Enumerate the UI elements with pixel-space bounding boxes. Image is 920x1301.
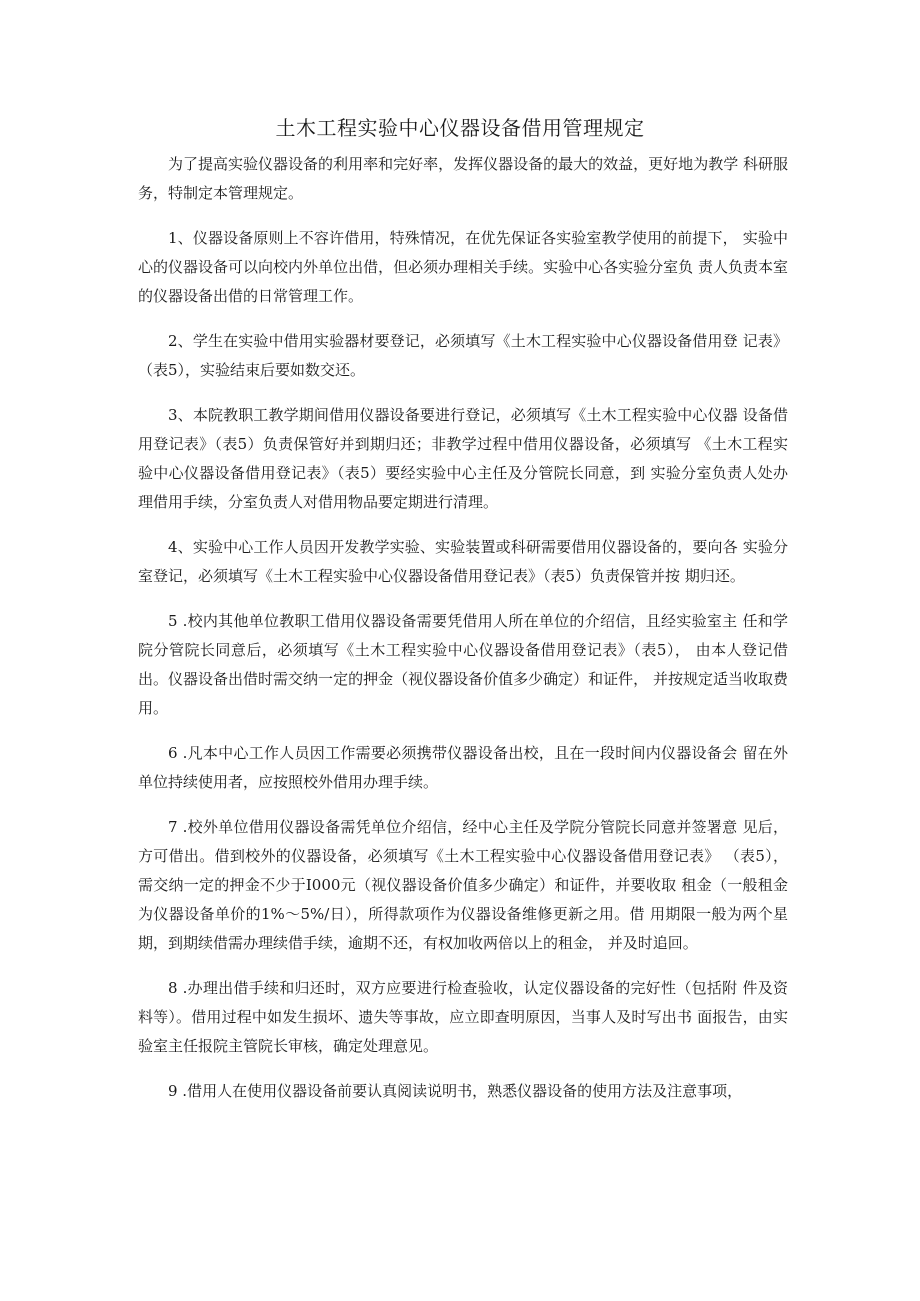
paragraph-rule-1: 1、仪器设备原则上不容许借用，特殊情况，在优先保证各实验室教学使用的前提下， 实验中心的仪器设备可以向校内外单位出借，但必须办理相关手续。实验中心各实验分室负 责人负责本室的仪器设备出借的日常管理工作。 [138, 229, 788, 305]
paragraph-rule-3: 3、本院教职工教学期间借用仪器设备要进行登记，必须填写《土木工程实验中心仪器 设备借用登记表》（表5）负责保管好并到期归还；非教学过程中借用仪器设备，必须填写 《土木工程实验中心仪器设备借用登记表》（表5）要经实验中心主任及分管院长同意，到 实验分室负责人处办理借用手续，分室负责人对借用物品要定期进行清理。 [138, 406, 788, 511]
paragraph-rule-9: 9 .借用人在使用仪器设备前要认真阅读说明书，熟悉仪器设备的使用方法及注意事项， [168, 1082, 743, 1100]
document-body [138, 150, 788, 1122]
paragraph-rule-8: 8 .办理出借手续和归还时，双方应要进行检查验收，认定仪器设备的完好性（包括附 件及资料等）。借用过程中如发生损坏、遗失等事故，应立即查明原因，当事人及时写出书 面报告，由实验室主任报院主管院长审核，确定处理意见。 [138, 979, 788, 1055]
paragraph-rule-4: 4、实验中心工作人员因开发教学实验、实验装置或科研需要借用仪器设备的，要向各 实验分室登记，必须填写《土木工程实验中心仪器设备借用登记表》（表5）负责保管并按 期归还。 [138, 538, 788, 585]
document-title: 土木工程实验中心仪器设备借用管理规定 [275, 116, 645, 140]
paragraph-rule-7: 7 .校外单位借用仪器设备需凭单位介绍信，经中心主任及学院分管院长同意并签署意 见后，方可借出。借到校外的仪器设备，必须填写《土木工程实验中心仪器设备借用登记表》 （表5），需交纳一定的押金不少于I000元（视仪器设备价值多少确定）和证件，并要收取 租金（一般租金为仪器设备单价的1%～5%/日），所得款项作为仪器设备维修更新之用。借 用期限一般为两个星期，到期续借需办理续借手续，逾期不还，有权加收两倍以上的租金， 并及时追回。 [138, 818, 788, 952]
paragraph-rule-2: 2、学生在实验中借用实验器材要登记，必须填写《土木工程实验中心仪器设备借用登 记表》（表5），实验结束后要如数交还。 [138, 332, 788, 379]
paragraph-rule-6: 6 .凡本中心工作人员因工作需要必须携带仪器设备出校，且在一段时间内仪器设备会 留在外单位持续使用者，应按照校外借用办理手续。 [138, 744, 788, 791]
paragraph-intro: 为了提高实验仪器设备的利用率和完好率，发挥仪器设备的最大的效益，更好地为教学 科研服务，特制定本管理规定。 [138, 155, 788, 202]
paragraph-rule-5: 5 .校内其他单位教职工借用仪器设备需要凭借用人所在单位的介绍信，且经实验室主 任和学院分管院长同意后，必须填写《土木工程实验中心仪器设备借用登记表》（表5）， 由本人登记借出。仪器设备出借时需交纳一定的押金（视仪器设备价值多少确定）和证件， 并按规定适当收取费用。 [138, 612, 788, 717]
